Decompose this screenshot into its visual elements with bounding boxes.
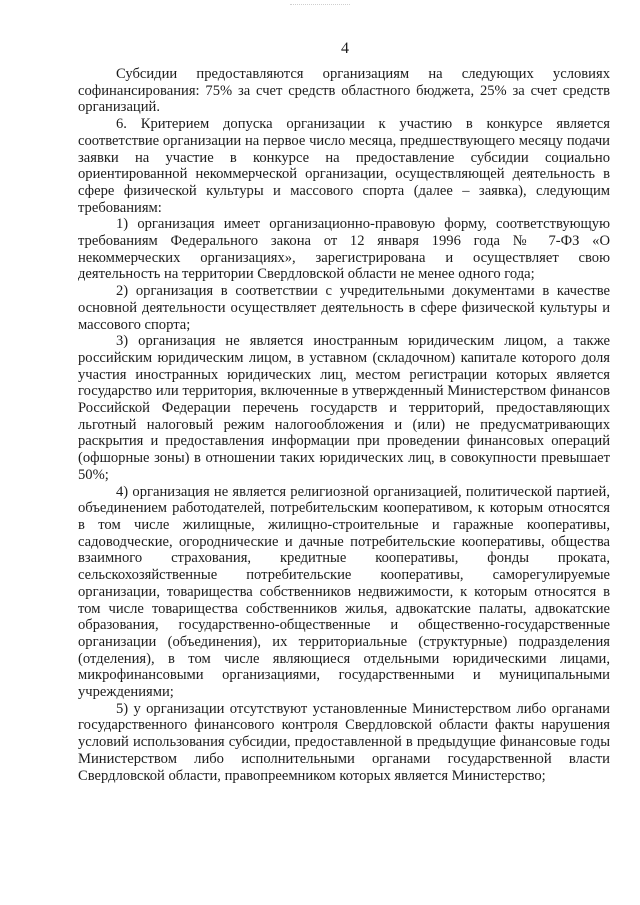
paragraph-requirement-2: 2) организация в соответствии с учредительными документами в качестве основной деятельности осуществляет деятельность в сфере физической культуры и массового спорта; xyxy=(78,283,610,333)
paragraph-requirement-3: 3) организация не является иностранным юридическим лицом, а также российским юридическим лицом, в уставном (складочном) капитале которого доля участия иностранных юридических лиц, местом регистрации которых является государство или территория, включенные в утвержденный Министерством финансов Российской Федерации перечень государств и территорий, предоставляющих льготный налоговый режим налогообложения и (или) не предусматривающих раскрытия и предоставления информации при проведении финансовых операций (офшорные зоны) в отношении таких юридических лиц, в совокупности превышает 50%; xyxy=(78,333,610,483)
paragraph-admission-criterion: 6. Критерием допуска организации к участию в конкурсе является соответствие организации на первое число месяца, предшествующего месяцу подачи заявки на участие в конкурсе на предоставление субсидии социально ориентированной некоммерческой организации, осуществляющей деятельность в сфере физической культуры и массового спорта (далее – заявка), следующим требованиям: xyxy=(78,116,610,216)
document-body xyxy=(78,66,610,784)
paragraph-subsidy-terms: Субсидии предоставляются организациям на следующих условиях софинансирования: 75% за счет средств областного бюджета, 25% за счет средств организаций. xyxy=(78,66,610,116)
paragraph-requirement-5: 5) у организации отсутствуют установленные Министерством либо органами государственного финансового контроля Свердловской области факты нарушения условий использования субсидии, предоставленной в предыдущие финансовые годы Министерством либо исполнительными органами государственной власти Свердловской области, правопреемником которых является Министерство; xyxy=(78,700,610,784)
scan-artifact xyxy=(290,4,350,7)
paragraph-requirement-1: 1) организация имеет организационно-правовую форму, соответствующую требованиям Федерального закона от 12 января 1996 года № 7-ФЗ «О некоммерческих организациях», зарегистрирована и осуществляет свою деятельность на территории Свердловской области не менее одного года; xyxy=(78,216,610,283)
page-number: 4 xyxy=(341,40,349,57)
paragraph-requirement-4: 4) организация не является религиозной организацией, политической партией, объединением работодателей, потребительским кооперативом, к которым относятся в том числе жилищные, жилищно-строительные и гаражные кооперативы, садоводческие, огороднические и дачные потребительские кооперативы, общества взаимного страхования, кредитные кооперативы, фонды проката, сельскохозяйственные потребительские кооперативы, саморегулируемые организации, товарищества собственников недвижимости, к которым относятся в том числе товарищества собственников жилья, адвокатские палаты, адвокатские образования, государственно-общественные и общественно-государственные организации (объединения), их территориальные (структурные) подразделения (отделения), в том числе являющиеся отдельными юридическими лицами, микрофинансовыми организациями, государственными и муниципальными учреждениями; xyxy=(78,483,610,701)
